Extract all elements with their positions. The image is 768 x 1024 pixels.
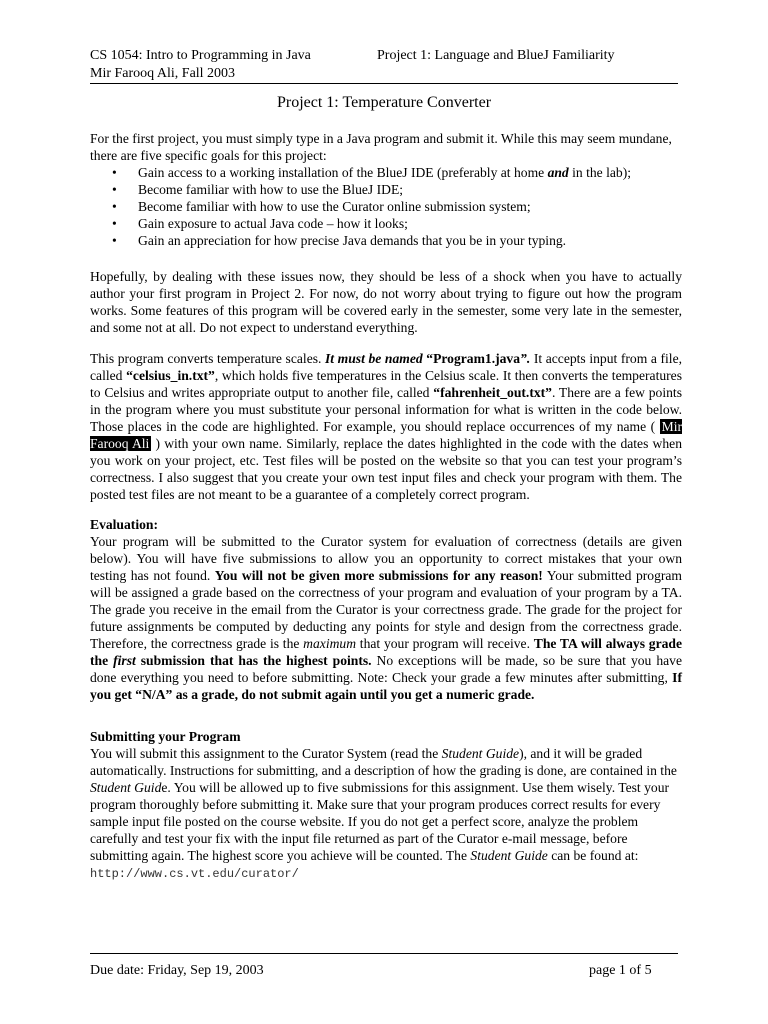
footer-due-date: Due date: Friday, Sep 19, 2003 bbox=[90, 963, 264, 978]
bullet-icon: • bbox=[112, 165, 117, 180]
bullet-icon: • bbox=[112, 216, 117, 231]
intro-section bbox=[90, 130, 682, 249]
goal-item: • Gain an appreciation for how precise Java demands that you be in your typing. bbox=[112, 233, 567, 248]
evaluation-heading: Evaluation: bbox=[90, 517, 158, 532]
page-title: Project 1: Temperature Converter bbox=[276, 94, 492, 111]
bullet-icon: • bbox=[112, 233, 117, 248]
footer-rule bbox=[90, 953, 678, 954]
header-project: Project 1: Language and BlueJ Familiarity bbox=[377, 48, 615, 63]
input-filename: “celsius_in.txt” bbox=[126, 368, 215, 383]
goal-item: • Gain access to a working installation of the BlueJ IDE (preferably at home and in the lab); bbox=[112, 165, 632, 180]
footer-page-number: page 1 of 5 bbox=[589, 963, 652, 978]
submitting-heading: Submitting your Program bbox=[90, 729, 241, 744]
evaluation-paragraph: Your program will be submitted to the Curator system for evaluation of correctness (details are given below). You will have five submissions to allow you an opportunity to correct mistakes that your own testing has not found. You will not be given more submissions for any reason! Your submitted program will be assigned a grade based on the correctness of your program and evaluation of your program by a TA. The grade you receive in the email from the Curator is your correctness grade. The grade for the project for future assignments be computed by deducting any points for style and design from the correctness grade. Therefore, the correctness grade is the maximum that your program will receive. The TA will always grade the first submission that has the highest points. No exceptions will be made, so be sure that you have done everything you need to before submitting. Note: Check your grade a few minutes after submitting, If you get “N/A” as a grade, do not submit again until you get a numeric grade. bbox=[90, 534, 682, 702]
header-course: CS 1054: Intro to Programming in Java bbox=[90, 48, 311, 63]
program-description-paragraph: This program converts temperature scales. It must be named “Program1.java”. It accepts input from a file, called “celsius_in.txt”, which holds five temperatures in the Celsius scale. It then converts the temperatures to Celsius and writes appropriate output to another file, called “fahrenheit_out.txt”. There are a few points in the program where you must substitute your personal information for what is written in the code below. Those places in the code are highlighted. For example, you should replace occurrences of my name ( Mir Farooq Ali ) with your own name. Similarly, replace the dates highlighted in the code with the dates when you work on your project, etc. Test files will be posted on the website so that you can test your program’s correctness. I also suggest that you create your own test input files and check your program with them. The posted test files are not meant to be a guarantee of a completely correct program. bbox=[90, 351, 683, 502]
goal-item: • Become familiar with how to use the BlueJ IDE; bbox=[112, 182, 404, 197]
bullet-icon: • bbox=[112, 199, 117, 214]
submitting-paragraph: You will submit this assignment to the Curator System (read the Student Guide), and it will be graded automatically. Instructions for submitting, and a description of how the grading is done, are contained in the Student Guide. You will be allowed up to five submissions for this assignment. Use them wisely. Test your program thoroughly before submitting it. Make sure that your program produces correct results for every sample input file posted on the course website. If you do not get a perfect score, analyze the problem carefully and test your fix with the input file returned as part of the Curator e-mail message, before submitting again. The highest score you achieve will be counted. The Student Guide can be found at: bbox=[90, 746, 677, 863]
intro-paragraph: For the first project, you must simply type in a Java program and submit it. While this may seem mundane, there are five specific goals for this project: bbox=[90, 131, 672, 163]
motivation-paragraph: Hopefully, by dealing with these issues now, they should be less of a shock when you have to actually author your first program in Project 2. For now, do not worry about trying to figure out how the program works. Some features of this program will be covered early in the semester, some very late in the semester, and some not at all. Do not expect to understand everything. bbox=[90, 269, 682, 335]
evaluation-section bbox=[90, 516, 682, 703]
submitting-section bbox=[90, 728, 682, 883]
bullet-icon: • bbox=[112, 182, 117, 197]
output-filename: “fahrenheit_out.txt” bbox=[433, 385, 552, 400]
goal-item: • Become familiar with how to use the Curator online submission system; bbox=[112, 199, 531, 214]
goal-item: • Gain exposure to actual Java code – how it looks; bbox=[112, 216, 408, 231]
highlighted-name: Mir Farooq Ali bbox=[90, 419, 682, 451]
goals-list bbox=[90, 164, 682, 249]
header-author-term: Mir Farooq Ali, Fall 2003 bbox=[90, 66, 236, 81]
curator-url-link[interactable]: http://www.cs.vt.edu/curator/ bbox=[90, 867, 299, 881]
header-rule bbox=[90, 83, 678, 84]
